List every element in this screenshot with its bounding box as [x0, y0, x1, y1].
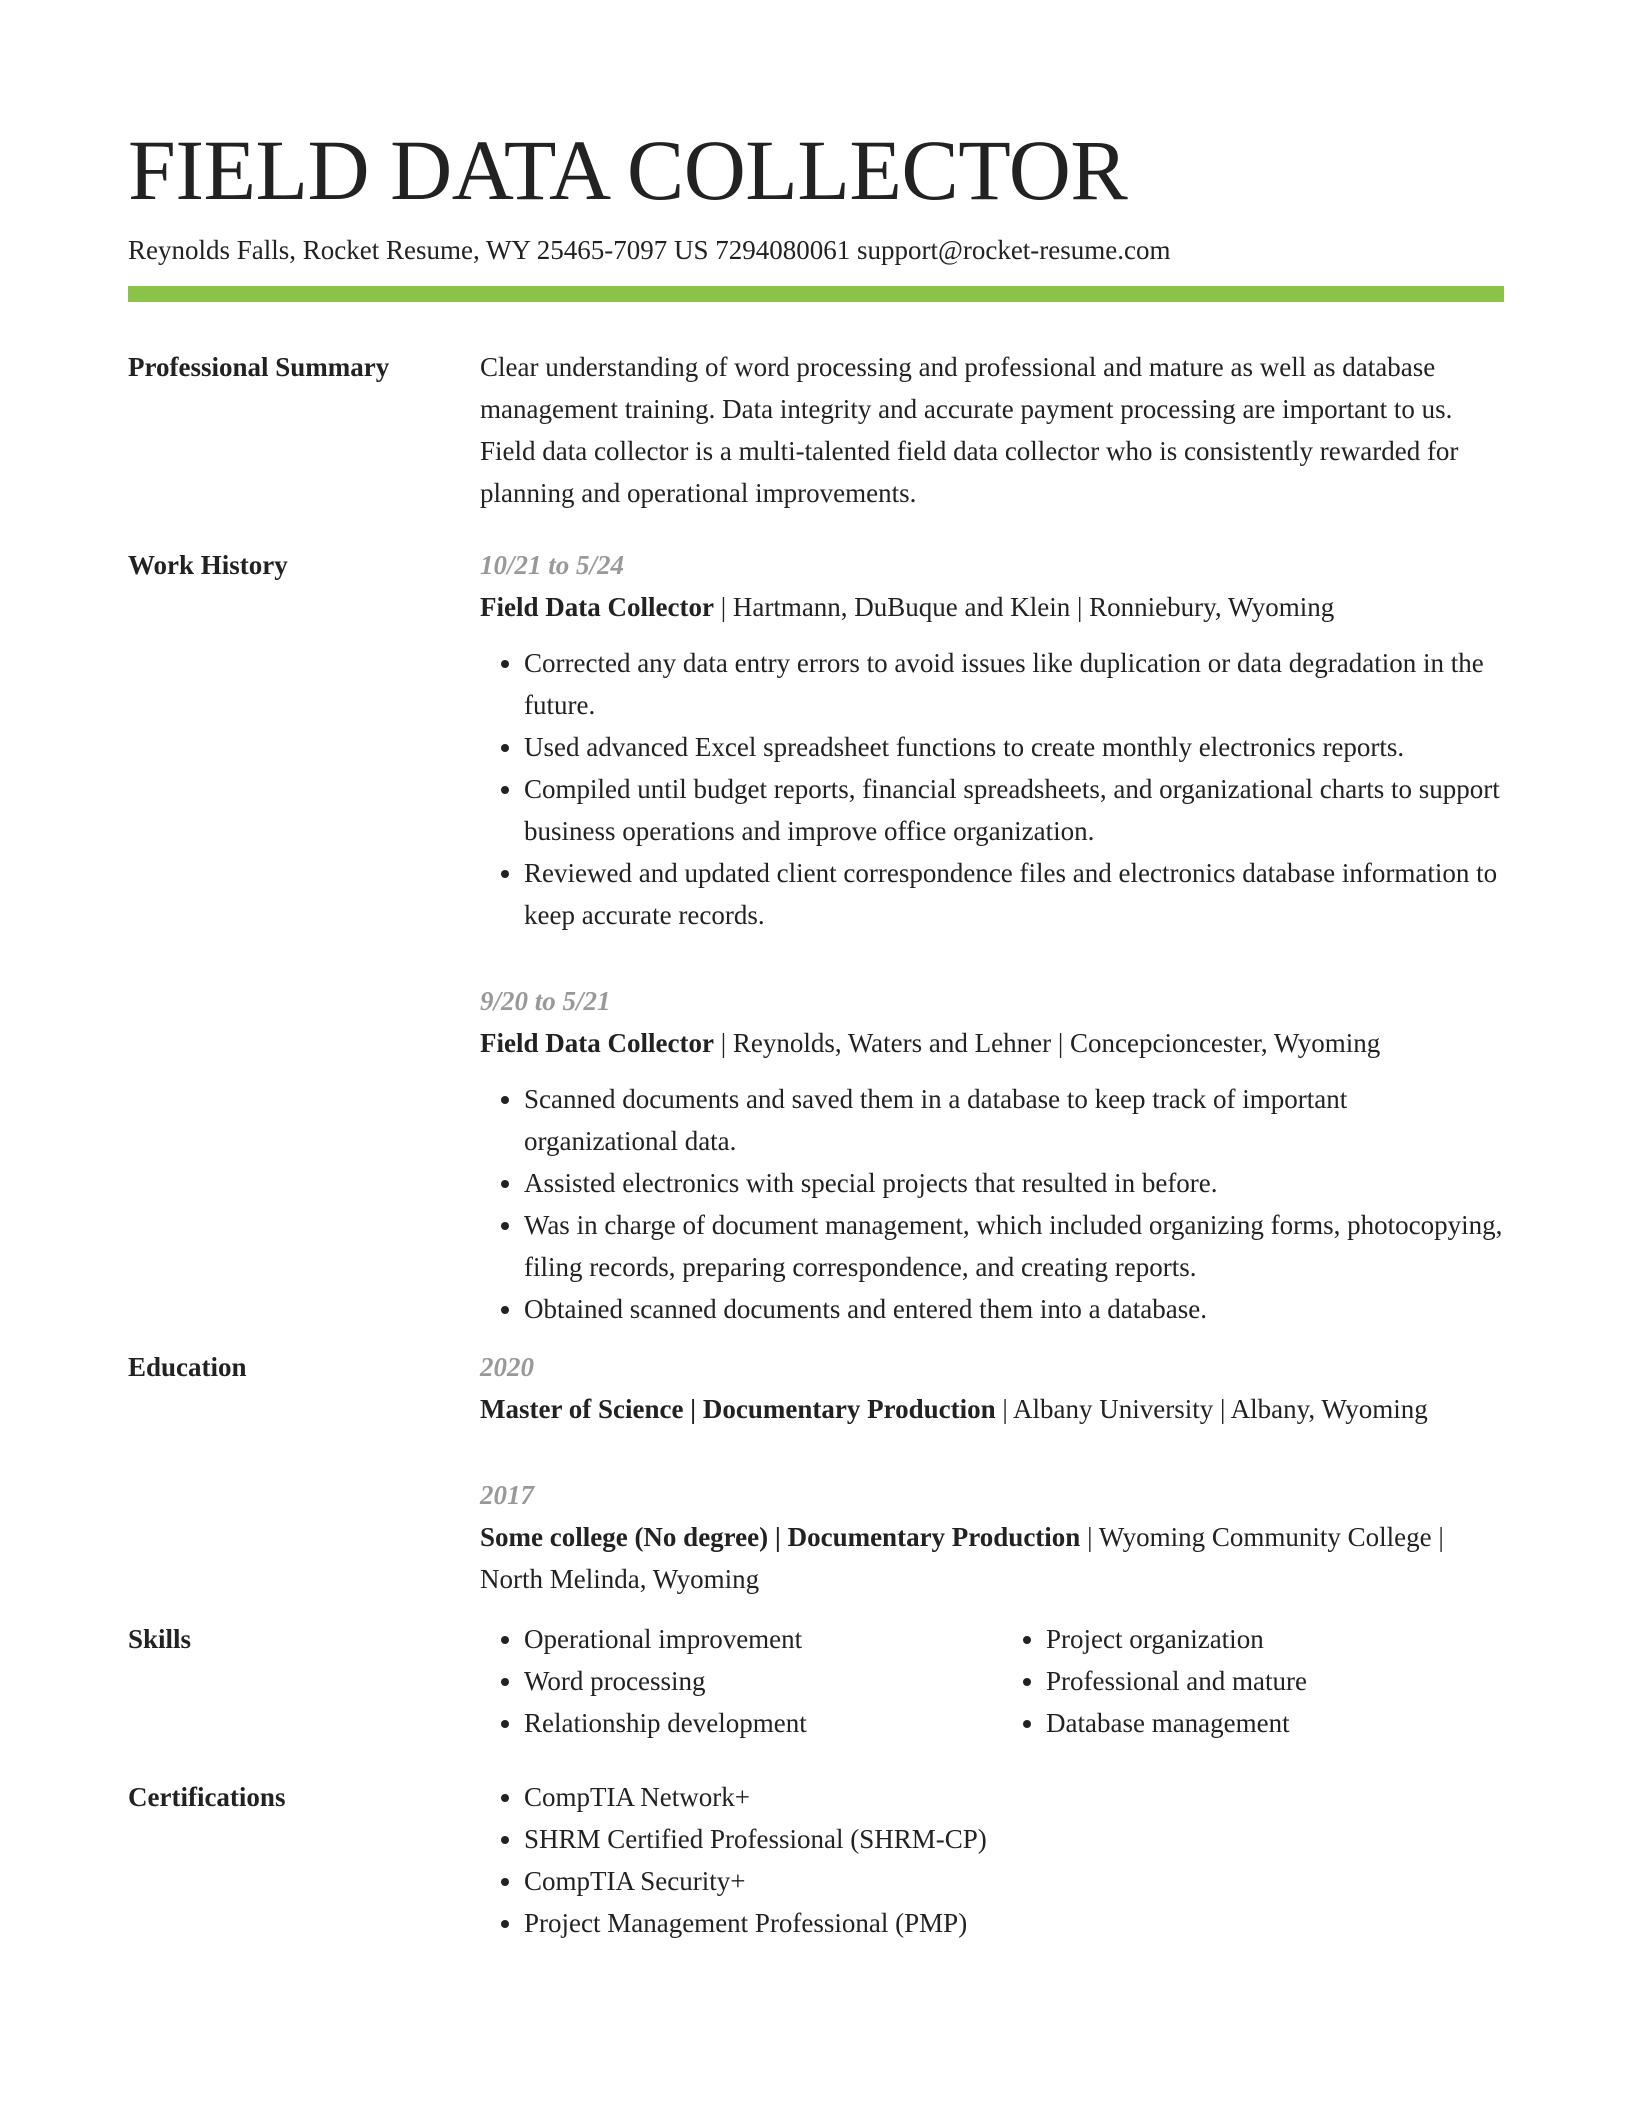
job-bullet: • Assisted electronics with special projects that resulted in before.	[524, 1162, 1504, 1204]
contact-line: Reynolds Falls, Rocket Resume, WY 25465-7097 US 7294080061 support@rocket-resume.com	[128, 235, 1171, 265]
section-label-summary: Professional Summary	[128, 352, 390, 382]
job-bullet: • Reviewed and updated client correspondence files and electronics database information to keep accurate records.	[524, 852, 1504, 936]
education-entry	[480, 1346, 1504, 1430]
job-dates: 9/20 to 5/21	[480, 986, 611, 1016]
certification-item: • CompTIA Network+	[524, 1776, 1504, 1818]
education-line	[480, 1516, 1504, 1600]
job-bullet: • Used advanced Excel spreadsheet functions to create monthly electronics reports.	[524, 726, 1504, 768]
education-degree: Some college (No degree) | Documentary Production	[480, 1522, 1081, 1552]
skill-item: • Word processing	[524, 1660, 982, 1702]
certifications-list	[480, 1776, 1504, 1944]
summary-text: Clear understanding of word processing and professional and mature as well as database management training. Data integrity and accurate payment processing are important to us. Field data collector is a multi-talented field data collector who is consistently rewarded for planning and operational improvements.	[480, 352, 1459, 508]
job-title: Field Data Collector	[480, 592, 714, 622]
job-title-line	[480, 586, 1504, 628]
job-bullet: • Compiled until budget reports, financial spreadsheets, and organizational charts to support business operations and improve office organization.	[524, 768, 1504, 852]
job-entry	[480, 544, 1504, 936]
job-bullet: • Obtained scanned documents and entered them into a database.	[524, 1288, 1504, 1330]
job-bullet: • Corrected any data entry errors to avoid issues like duplication or data degradation in the future.	[524, 642, 1504, 726]
job-dates: 10/21 to 5/24	[480, 550, 625, 580]
education-details: | Albany University | Albany, Wyoming	[995, 1394, 1428, 1424]
certification-item: • Project Management Professional (PMP)	[524, 1902, 1504, 1944]
job-title: Field Data Collector	[480, 1028, 714, 1058]
skill-item: • Project organization	[1046, 1618, 1504, 1660]
certification-item: • SHRM Certified Professional (SHRM-CP)	[524, 1818, 1504, 1860]
skill-item: • Relationship development	[524, 1702, 982, 1744]
education-degree: Master of Science | Documentary Production	[480, 1394, 996, 1424]
skills-column-right	[1002, 1618, 1504, 1744]
education-year: 2017	[480, 1480, 534, 1510]
skills-grid	[480, 1618, 1504, 1744]
job-details: | Hartmann, DuBuque and Klein | Ronniebury, Wyoming	[713, 592, 1335, 622]
job-bullet: • Was in charge of document management, which included organizing forms, photocopying, filing records, preparing correspondence, and creating reports.	[524, 1204, 1504, 1288]
skill-item: • Database management	[1046, 1702, 1504, 1744]
section-label-certifications: Certifications	[128, 1782, 286, 1812]
job-bullets	[480, 642, 1504, 936]
job-entry	[480, 980, 1504, 1330]
work-body	[480, 544, 1504, 1330]
header-divider	[128, 286, 1504, 302]
resume-name: FIELD DATA COLLECTOR	[128, 122, 1128, 218]
section-label-skills: Skills	[128, 1624, 192, 1654]
education-line	[480, 1388, 1504, 1430]
skill-item: • Professional and mature	[1046, 1660, 1504, 1702]
certification-item: • CompTIA Security+	[524, 1860, 1504, 1902]
skills-column-left	[480, 1618, 982, 1744]
section-label-education: Education	[128, 1352, 247, 1382]
skill-item: • Operational improvement	[524, 1618, 982, 1660]
certifications-body	[480, 1776, 1504, 1944]
job-title-line	[480, 1022, 1504, 1064]
skills-body	[480, 1618, 1504, 1744]
education-body	[480, 1346, 1504, 1600]
job-details: | Reynolds, Waters and Lehner | Concepcioncester, Wyoming	[713, 1028, 1381, 1058]
job-bullet: • Scanned documents and saved them in a database to keep track of important organizational data.	[524, 1078, 1504, 1162]
summary-body	[480, 346, 1504, 514]
education-year: 2020	[480, 1352, 534, 1382]
job-bullets	[480, 1078, 1504, 1330]
education-details: | Wyoming Community College | North Melinda, Wyoming	[480, 1522, 1444, 1594]
education-entry	[480, 1474, 1504, 1600]
section-label-work: Work History	[128, 550, 288, 580]
